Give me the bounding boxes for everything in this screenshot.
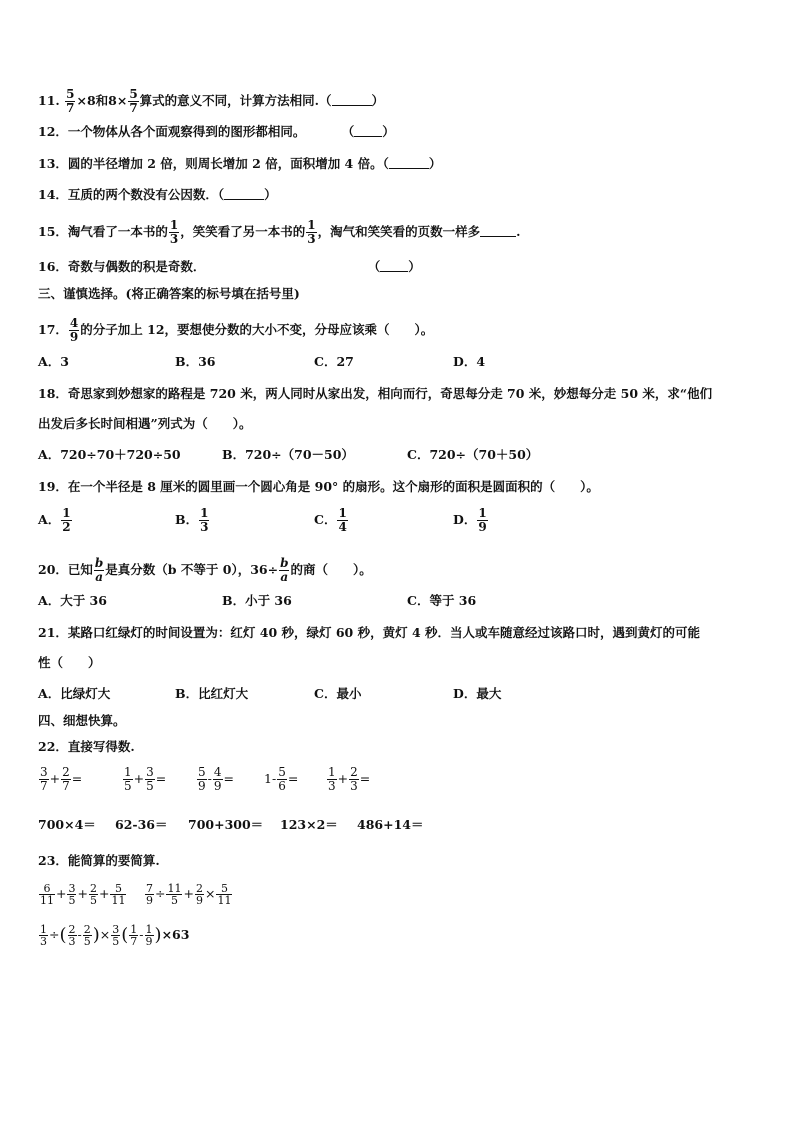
answer-blank[interactable] [389,157,429,169]
fraction: $\frac{1}{2}$ [62,506,71,534]
option-c[interactable]: C． $\frac{1}{4}$ [314,506,347,534]
fraction: $\frac{1}{4}$ [338,506,347,534]
question-13: 13．圆的半径增加 2 倍，则周长增加 2 倍，面积增加 4 倍。（ ） [38,156,442,171]
question-18-cont: 出发后多长时间相遇”列式为（ ）。 [38,416,252,431]
option-c[interactable]: C．720÷（70＋50） [407,447,539,462]
option-c[interactable]: C．27 [314,354,354,369]
question-20: 20．已知 $\frac{b}{a}$ 是真分数（b 不等于 0），36÷ $\frac{b}{a}$ 的商（ ）。 [38,556,372,584]
question-21: 21．某路口红绿灯的时间设置为：红灯 40 秒，绿灯 60 秒，黄灯 4 秒．当人或车随意经过该路口时，遇到黄灯的可能 [38,625,700,640]
answer-blank[interactable] [332,94,372,106]
option-b[interactable]: B．720÷（70－50） [222,447,354,462]
option-a[interactable]: A．大于 36 [38,593,107,608]
question-19: 19．在一个半径是 8 厘米的圆里画一个圆心角是 90° 的扇形。这个扇形的面积是圆面积的（ ）。 [38,479,599,494]
mental-calc-1: $\frac{3}{7}$ + $\frac{2}{7}$ = [40,765,83,793]
question-23-title: 23．能简算的要简算. [38,853,160,868]
option-b[interactable]: B．比红灯大 [175,686,249,701]
answer-blank[interactable] [480,225,516,237]
mental-calc-7: 62-36＝ [115,817,168,832]
option-b[interactable]: B．小于 36 [222,593,292,608]
simplify-expr-1: $\frac{6}{11}$ + $\frac{3}{5}$ + $\frac{2}{5}$ + $\frac{5}{11}$ [40,882,126,907]
fraction: $\frac{1}{3}$ [169,218,179,246]
mental-calc-4: 1- $\frac{5}{6}$ = [264,765,299,793]
question-22-title: 22．直接写得数. [38,739,135,754]
mental-calc-8: 700+300＝ [188,817,264,832]
option-a[interactable]: A． $\frac{1}{2}$ [38,506,71,534]
section-3-heading: 三、谨慎选择。(将正确答案的标号填在括号里) [38,286,300,301]
option-b[interactable]: B．36 [175,354,216,369]
mental-calc-10: 486+14＝ [357,817,424,832]
option-a[interactable]: A．比绿灯大 [38,686,111,701]
fraction: $\frac{4}{9}$ [69,316,79,344]
fraction: $\frac{b}{a}$ [280,556,289,584]
question-12: 12．一个物体从各个面观察得到的图形都相同。 （ ） [38,124,395,139]
fraction: $\frac{1}{3}$ [200,506,209,534]
question-17: 17． $\frac{4}{9}$ 的分子加上 12，要想使分数的大小不变，分母应该乘（ ）。 [38,316,434,344]
mental-calc-5: $\frac{1}{3}$ + $\frac{2}{3}$ = [328,765,371,793]
simplify-expr-3: $\frac{1}{3}$ ÷( $\frac{2}{3}$ - $\frac{2}{5}$ )× $\frac{3}{5}$ ( $\frac{1}{7}$ - $\frac{1}{9}$ )×63 [40,923,190,948]
question-21-cont: 性（ ） [38,655,101,670]
mental-calc-6: 700×4＝ [38,817,96,832]
question-16: 16．奇数与偶数的积是奇数． （ ） [38,259,421,274]
option-d[interactable]: D．最大 [453,686,502,701]
option-d[interactable]: D． $\frac{1}{9}$ [453,506,487,534]
answer-blank[interactable] [354,125,382,137]
answer-blank[interactable] [380,260,408,272]
section-4-heading: 四、细想快算。 [38,713,126,728]
option-c[interactable]: C．最小 [314,686,362,701]
question-11: 11. $\frac{5}{7}$ ×8和8× $\frac{5}{7}$ 算式的意义不同，计算方法相同.（ ） [38,87,385,115]
fraction: $\frac{5}{7}$ [66,87,75,115]
simplify-expr-2: $\frac{7}{9}$ ÷ $\frac{11}{5}$ + $\frac{2}{9}$ × $\frac{5}{11}$ [146,882,232,907]
option-c[interactable]: C．等于 36 [407,593,477,608]
fraction: $\frac{1}{3}$ [307,218,316,246]
option-b[interactable]: B． $\frac{1}{3}$ [175,506,209,534]
mental-calc-9: 123×2＝ [280,817,338,832]
question-14: 14．互质的两个数没有公因数．（ ） [38,187,277,202]
answer-blank[interactable] [224,188,264,200]
fraction: $\frac{1}{9}$ [478,506,487,534]
question-15: 15．淘气看了一本书的 $\frac{1}{3}$ ，笑笑看了另一本书的 $\frac{1}{3}$ ，淘气和笑笑看的页数一样多 . [38,218,521,246]
fraction: $\frac{b}{a}$ [94,556,104,584]
mental-calc-3: $\frac{5}{9}$ - $\frac{4}{9}$ = [198,765,234,793]
option-a[interactable]: A．3 [38,354,69,369]
option-d[interactable]: D．4 [453,354,486,369]
fraction: $\frac{5}{7}$ [129,87,138,115]
mental-calc-2: $\frac{1}{5}$ + $\frac{3}{5}$ = [124,765,167,793]
option-a[interactable]: A．720÷70＋720÷50 [38,447,181,462]
question-18: 18．奇思家到妙想家的路程是 720 米，两人同时从家出发，相向而行，奇思每分走 70 米，妙想每分走 50 米，求“他们 [38,386,713,401]
